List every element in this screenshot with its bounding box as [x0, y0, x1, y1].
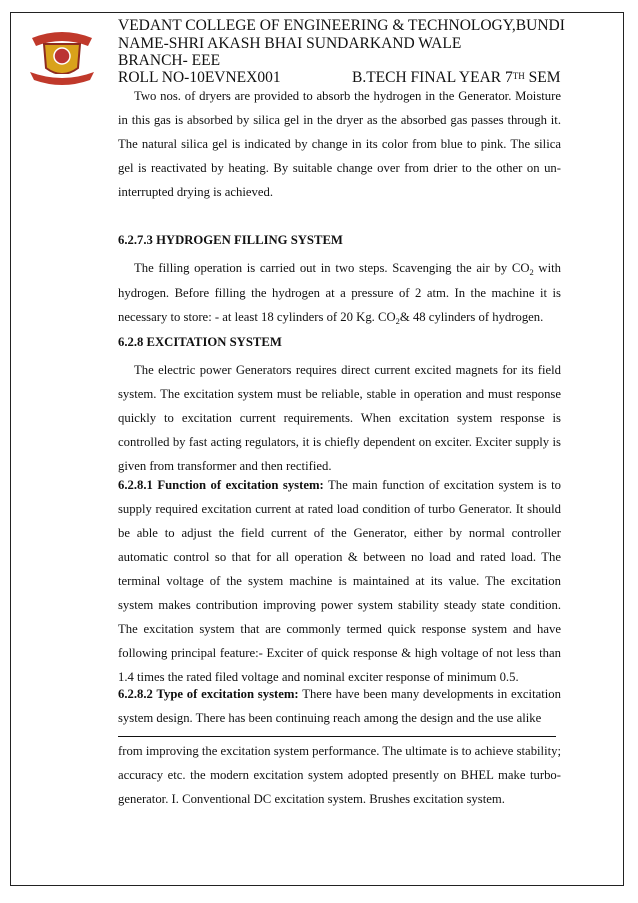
dryer-paragraph: Two nos. of dryers are provided to absorb the hydrogen in the Generator. Moisture in this gas is absorbed by silica gel in the dryer as the absorbed gas passes through it. The natural silica gel is indicated by change in its color from blue to pink. The silica gel is reactivated by heating. By suitable change over from drier to the other on un-interrupted drying is achieved.: [118, 89, 561, 199]
filling-paragraph: The filling operation is carried out in two steps. Scavenging the air by $CO_2$ with hydrogen. Before filling the hydrogen at a pressure of 2 atm. In the machine it is necessary to store: - at least 18 cylinders of 20 Kg. $CO_2\&$ 48 cylinders of hydrogen.: [118, 261, 561, 326]
type-paragraph: 6.2.8.2 Type of excitation system: There have been many developments in excitation system design. There has been continuing reach among the design and the use alike: [118, 687, 561, 725]
roll-number: ROLL NO-10EVNEX001: [118, 69, 281, 86]
filling-section: [118, 228, 561, 330]
function-paragraph: 6.2.8.1 Function of excitation system: The main function of excitation system is to supply required excitation current at rated load condition of turbo Generator. It should be able to adjust the field current of the Generator, either by normal controller automatic control so that for all operation & between no load and rated load. The terminal voltage of the system machine is maintained at its value. The excitation system makes contribution improving power system stability steady state condition. The excitation system that are commonly termed quick response system and have following principal feature:- Exciter of quick response & high voltage of not less than 1.4 times the rated filed voltage and nominal exciter response of minimum 0.5.: [118, 478, 561, 684]
student-name: NAME-SHRI AKASH BHAI SUNDARKAND WALE: [118, 35, 462, 52]
college-name: VEDANT COLLEGE OF ENGINEERING & TECHNOLOGY,BUNDI: [118, 17, 565, 34]
college-crest-logo: [22, 20, 102, 86]
continuation-paragraph: from improving the excitation system performance. The ultimate is to achieve stability; accuracy etc. the modern excitation system adopted presently on BHEL make turbo-generator. I. Conventional DC excitation system. Brushes excitation system.: [118, 744, 562, 806]
filling-heading: 6.2.7.3 HYDROGEN FILLING SYSTEM: [118, 233, 343, 247]
branch: BRANCH- EEE: [118, 52, 221, 69]
course-info: B.TECH FINAL YEAR 7TH SEM: [352, 69, 561, 86]
function-heading: 6.2.8.1 Function of excitation system:: [118, 478, 324, 492]
page-divider: [118, 736, 556, 737]
type-section: [118, 682, 561, 730]
excitation-section: [118, 330, 561, 478]
excitation-heading: 6.2.8 EXCITATION SYSTEM: [118, 335, 282, 349]
function-section: [118, 473, 561, 689]
continuation-section: [118, 739, 561, 811]
excitation-paragraph: The electric power Generators requires direct current excited magnets for its field system. The excitation system must be reliable, stable in operation and must response quickly to excitation current requirements. When excitation system response is controlled by fast acting regulators, it is chiefly dependent on exciter. Exciter supply is given from transformer and then rectified.: [118, 363, 561, 473]
type-heading: 6.2.8.2 Type of excitation system:: [118, 687, 299, 701]
intro-section: [118, 84, 561, 204]
